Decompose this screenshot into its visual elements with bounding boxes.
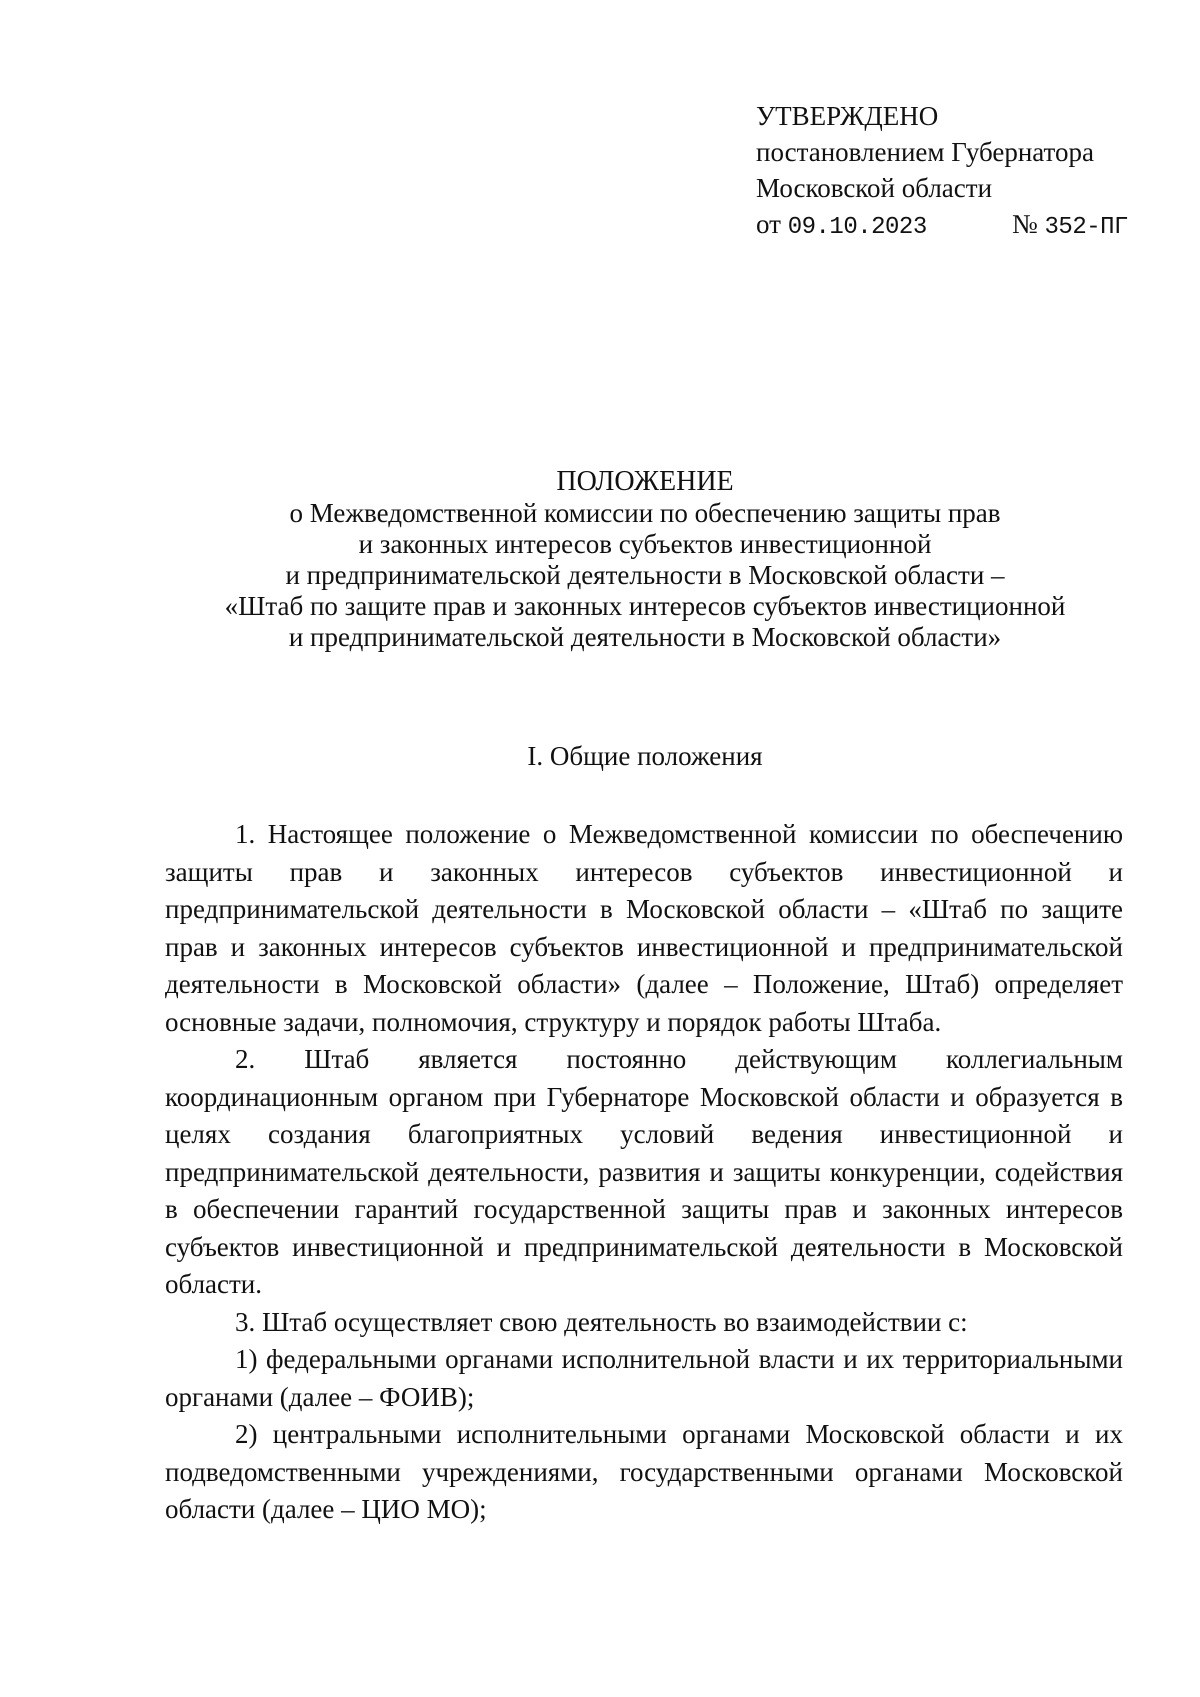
approval-date: 09.10.2023 [787, 214, 927, 241]
title-line: о Межведомственной комиссии по обеспечению защиты прав [289, 498, 1001, 528]
paragraph: 3. Штаб осуществляет свою деятельность во взаимодействии с: [235, 1306, 968, 1337]
approval-date-row [756, 206, 1156, 242]
approval-number: 352-ПГ [1044, 214, 1128, 241]
approval-number-prefix: № [1012, 209, 1045, 239]
section-heading: I. Общие положения [527, 741, 763, 771]
approval-date-prefix: от [756, 209, 788, 239]
paragraph: 2. Штаб является постоянно действующим коллегиальным координационным органом при Губернаторе Московской области и образуется в целях создания благоприятных условий ведения инвестиционной и предпринимательской деятельности, развития и защиты конкуренции, содействия в обеспечении гарантий государственной защиты прав и законных интересов субъектов инвестиционной и предпринимательской деятельности в Московской области. [165, 1044, 1123, 1299]
approval-by-line-1: постановлением Губернатора [756, 137, 1094, 167]
approval-date-field [756, 206, 927, 246]
document-title-block [130, 466, 1160, 653]
document-body [165, 816, 1123, 1529]
title-line: и законных интересов субъектов инвестиционной [358, 529, 932, 559]
paragraph: 1. Настоящее положение о Межведомственной комиссии по обеспечению защиты прав и законных интересов субъектов инвестиционной и предпринимательской деятельности в Московской области – «Штаб по защите прав и законных интересов субъектов инвестиционной и предпринимательской деятельности в Московской области» (далее – Положение, Штаб) определяет основные задачи, полномочия, структуру и порядок работы Штаба. [165, 819, 1123, 1037]
document-title: ПОЛОЖЕНИЕ [556, 466, 734, 497]
paragraph: 2) центральными исполнительными органами Московской области и их подведомственными учреждениями, государственными органами Московской области (далее – ЦИО МО); [165, 1419, 1123, 1524]
approval-number-field [1012, 206, 1128, 246]
title-line: «Штаб по защите прав и законных интересов субъектов инвестиционной [224, 591, 1066, 621]
approval-by-line-2: Московской области [756, 173, 993, 203]
paragraph: 1) федеральными органами исполнительной власти и их территориальными органами (далее – ФОИВ); [165, 1344, 1123, 1412]
approval-heading: УТВЕРЖДЕНО [756, 101, 939, 131]
title-line: и предпринимательской деятельности в Московской области» [288, 622, 1002, 652]
title-line: и предпринимательской деятельности в Московской области – [285, 560, 1005, 590]
approval-stamp [756, 98, 1156, 242]
